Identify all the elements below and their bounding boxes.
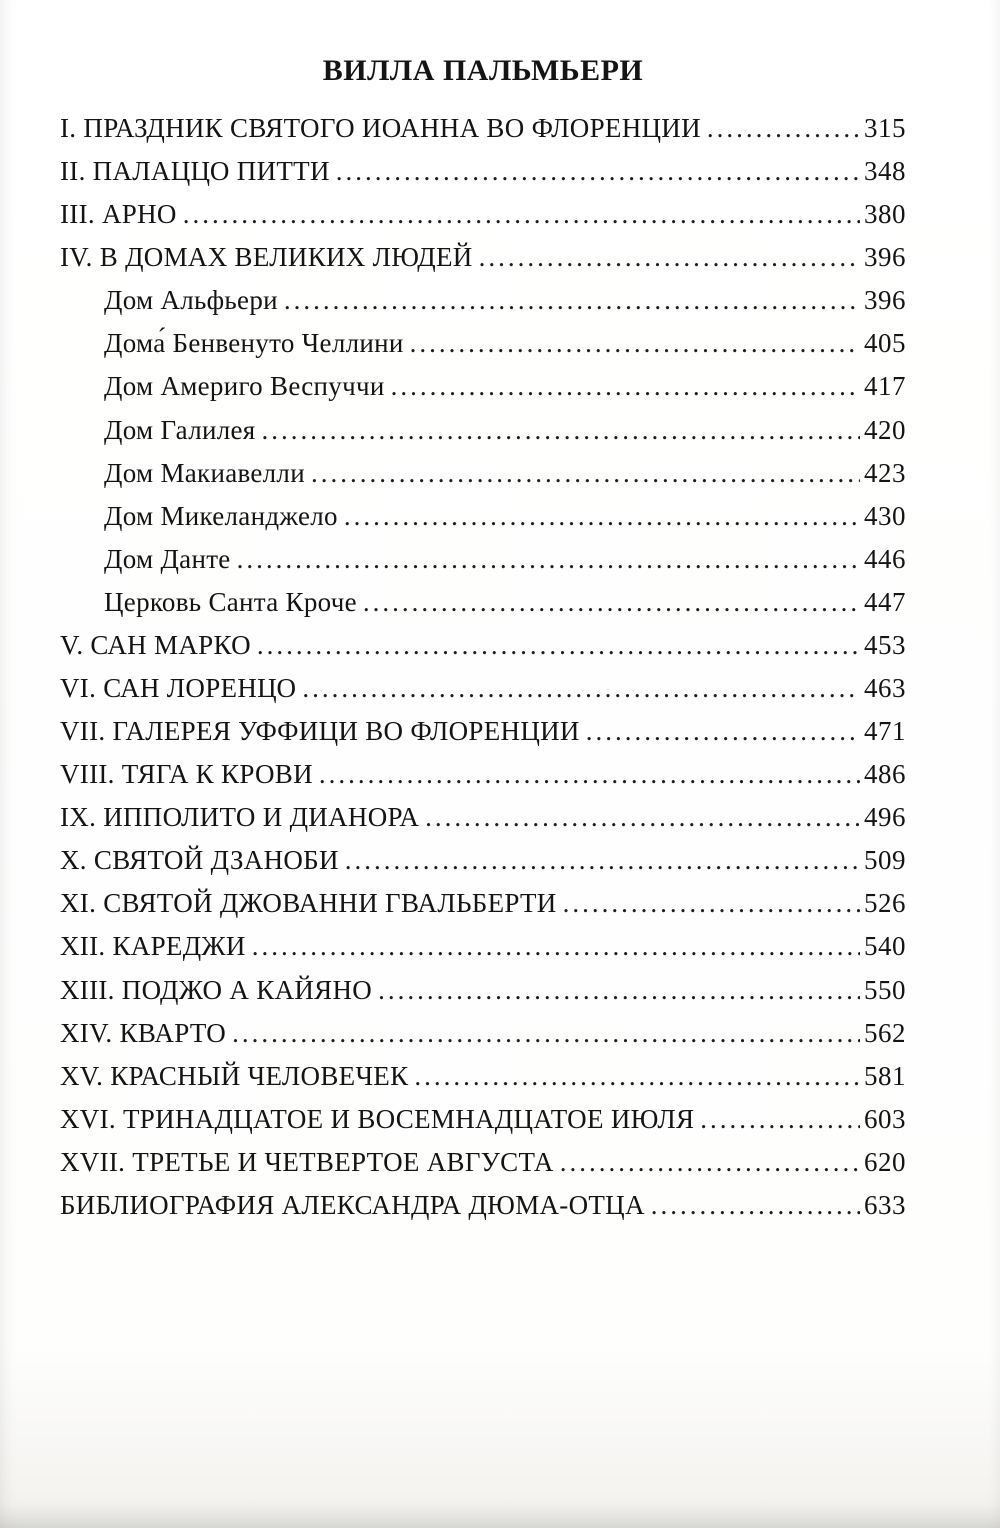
- toc-page-number: 446: [864, 543, 906, 574]
- toc-leader-dots: [232, 1019, 860, 1047]
- toc-page-number: 396: [864, 242, 906, 273]
- toc-leader-dots: [410, 329, 860, 357]
- toc-entry: [60, 846, 906, 874]
- toc-leader-dots: [336, 157, 860, 185]
- toc-page-number: 423: [864, 457, 906, 488]
- toc-leader-dots: [344, 502, 860, 530]
- toc-entry: [60, 286, 906, 314]
- toc-entry: [60, 243, 906, 271]
- toc-page-number: 496: [864, 802, 906, 833]
- toc-entry: [60, 157, 906, 185]
- toc-page-number: 581: [864, 1060, 906, 1091]
- toc-page-number: 463: [864, 673, 906, 704]
- toc-entry: [60, 674, 906, 702]
- toc-entry-label: Дом Америго Веспуччи: [104, 371, 385, 402]
- toc-entry-label: XIV. КВАРТО: [60, 1017, 227, 1048]
- toc-leader-dots: [257, 631, 860, 659]
- toc-page-number: 509: [864, 845, 906, 876]
- toc-leader-dots: [700, 1105, 860, 1133]
- toc-entry: [60, 416, 906, 444]
- toc-leader-dots: [363, 588, 860, 616]
- toc-page-number: 633: [864, 1189, 906, 1220]
- toc-entry-label: II. ПАЛАЦЦО ПИТТИ: [60, 156, 330, 187]
- toc-entry: [60, 502, 906, 530]
- toc-leader-dots: [378, 976, 860, 1004]
- toc-entry-label: XV. КРАСНЫЙ ЧЕЛОВЕЧЕК: [60, 1060, 409, 1091]
- toc-page-number: 405: [864, 328, 906, 359]
- toc-page-number: 417: [864, 371, 906, 402]
- toc-entry: [60, 976, 906, 1004]
- toc-entry: [60, 717, 906, 745]
- toc-entry-label: Дом Микеланджело: [104, 500, 338, 531]
- toc-page-number: 471: [864, 716, 906, 747]
- toc-leader-dots: [586, 717, 860, 745]
- toc-list: [60, 114, 906, 1219]
- toc-leader-dots: [391, 372, 860, 400]
- toc-entry: [60, 1191, 906, 1219]
- toc-entry-label: Дом Данте: [104, 543, 231, 574]
- toc-page-number: 396: [864, 285, 906, 316]
- toc-page-number: 486: [864, 759, 906, 790]
- toc-leader-dots: [707, 114, 860, 142]
- toc-entry-label: VIII. ТЯГА К КРОВИ: [60, 759, 313, 790]
- toc-page-number: 562: [864, 1017, 906, 1048]
- toc-entry: [60, 889, 906, 917]
- toc-page-number: 620: [864, 1146, 906, 1177]
- toc-leader-dots: [311, 459, 860, 487]
- toc-entry-label: XIII. ПОДЖО А КАЙЯНО: [60, 974, 373, 1005]
- toc-page-number: 447: [864, 586, 906, 617]
- toc-leader-dots: [183, 200, 860, 228]
- toc-entry-label: VI. САН ЛОРЕНЦО: [60, 673, 297, 704]
- toc-entry: [60, 372, 906, 400]
- toc-entry-label: III. АРНО: [60, 199, 177, 230]
- toc-leader-dots: [302, 674, 860, 702]
- toc-entry: [60, 932, 906, 960]
- toc-leader-dots: [252, 932, 860, 960]
- toc-page-number: 348: [864, 156, 906, 187]
- toc-entry: [60, 459, 906, 487]
- toc-entry: [60, 631, 906, 659]
- toc-entry: [60, 329, 906, 357]
- toc-entry: [60, 200, 906, 228]
- toc-section-title: ВИЛЛА ПАЛЬМЬЕРИ: [322, 54, 644, 87]
- toc-entry-label: IV. В ДОМАХ ВЕЛИКИХ ЛЮДЕЙ: [60, 242, 473, 273]
- toc-page-number: 550: [864, 974, 906, 1005]
- toc-leader-dots: [563, 889, 860, 917]
- toc-entry-label: Дом Макиавелли: [104, 457, 305, 488]
- toc-entry-label: IX. ИППОЛИТО И ДИАНОРА: [60, 802, 420, 833]
- toc-leader-dots: [319, 760, 860, 788]
- toc-entry: [60, 1062, 906, 1090]
- toc-page-number: 420: [864, 414, 906, 445]
- toc-leader-dots: [651, 1191, 860, 1219]
- toc-leader-dots: [284, 286, 860, 314]
- toc-page-number: 453: [864, 629, 906, 660]
- toc-leader-dots: [237, 545, 860, 573]
- toc-entry: [60, 1019, 906, 1047]
- toc-leader-dots: [262, 416, 861, 444]
- toc-entry-label: Дом Галилея: [104, 414, 256, 445]
- toc-entry: [60, 588, 906, 616]
- toc-leader-dots: [414, 1062, 860, 1090]
- toc-entry-label: I. ПРАЗДНИК СВЯТОГО ИОАННА ВО ФЛОРЕНЦИИ: [60, 113, 701, 143]
- toc-entry: [60, 1105, 906, 1133]
- toc-entry-label: XVI. ТРИНАДЦАТОЕ И ВОСЕМНАДЦАТОЕ ИЮЛЯ: [60, 1103, 695, 1134]
- toc-entry: [60, 545, 906, 573]
- toc-leader-dots: [425, 803, 860, 831]
- toc-entry: [60, 1148, 906, 1176]
- toc-leader-dots: [560, 1148, 860, 1176]
- toc-page-number: 540: [864, 931, 906, 962]
- toc-entry: [60, 803, 906, 831]
- toc-entry-label: Дом Альфьери: [104, 285, 278, 316]
- toc-entry-label: X. СВЯТОЙ ДЗАНОБИ: [60, 845, 339, 876]
- toc-page-number: 526: [864, 888, 906, 919]
- toc-entry-label: XVII. ТРЕТЬЕ И ЧЕТВЕРТОЕ АВГУСТА: [60, 1146, 554, 1177]
- toc-entry-label: XI. СВЯТОЙ ДЖОВАННИ ГВАЛЬБЕРТИ: [60, 888, 557, 919]
- toc-entry-label: V. САН МАРКО: [60, 629, 251, 660]
- toc-page-number: 315: [864, 113, 906, 143]
- toc-page-number: 430: [864, 500, 906, 531]
- toc-entry: [60, 760, 906, 788]
- toc-entry-label: VII. ГАЛЕРЕЯ УФФИЦИ ВО ФЛОРЕНЦИИ: [60, 716, 580, 747]
- toc-entry-label: XII. КАРЕДЖИ: [60, 931, 246, 962]
- toc-page-number: 603: [864, 1103, 906, 1134]
- toc-leader-dots: [479, 243, 860, 271]
- toc-leader-dots: [345, 846, 860, 874]
- toc-entry-label: БИБЛИОГРАФИЯ АЛЕКСАНДРА ДЮМА-ОТЦА: [60, 1189, 645, 1220]
- toc-entry-label: Дома́ Бенвенуто Челлини: [104, 328, 404, 359]
- toc-page-number: 380: [864, 199, 906, 230]
- toc-entry: [60, 114, 906, 142]
- toc-entry-label: Церковь Санта Кроче: [104, 586, 357, 617]
